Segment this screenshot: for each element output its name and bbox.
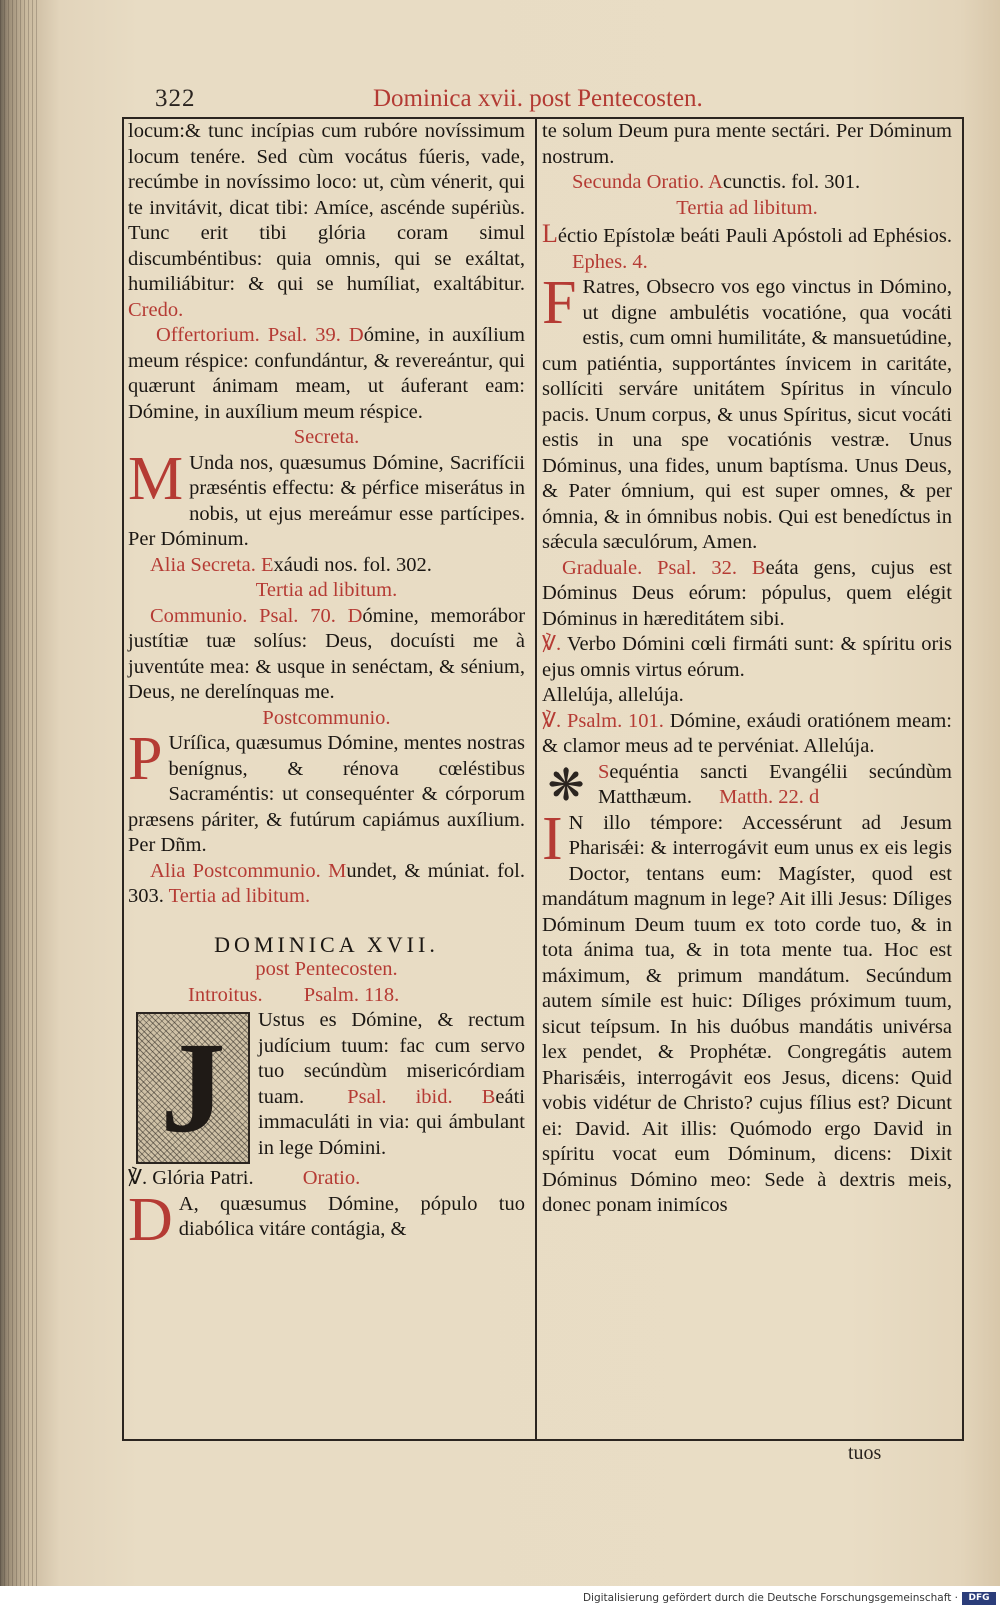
alia-postcommunio bbox=[128, 859, 525, 910]
catchword: tuos bbox=[848, 1442, 882, 1464]
running-title: Dominica xvii. post Pentecosten. bbox=[373, 85, 703, 112]
oratio-ending: te solum Deum pura mente sectári. Per Dóminum nostrum. bbox=[542, 120, 952, 168]
introitus bbox=[128, 1008, 525, 1161]
gospel-text: N illo témpore: Accessérunt ad Jesum Pharisǽi: & interrogávit eum unus ex eis legis Doctor, tentans eum: Magíster, quod est mandátum magnum in lege? Ait illi Jesus: Díliges Dóminum Deum tuum ex toto corde tuo, & in tota ánima tua, & in tota mente tua. Hoc est máximum, & primum mandátum. Secúndum autem símile est huic: Díliges próximum tuum, sicut teípsum. In his duóbus mandátis univérsa lex pendet, & Prophétæ. Congregátis autem Pharisǽis, interrogávit eos Jesus, dicens: Quid vobis vidétur de Christo? cujus fílius est? Dicunt ei: David. Ait illis: Quómodo ergo David in spíritu vocat eum Dóminum, dicens: Dixit Dóminus Dómino meo: Sede à dextris meis, donec ponam inimícos bbox=[542, 811, 952, 1216]
postcommunio-title: Postcommunio. bbox=[262, 706, 391, 729]
oratio-label: Oratio. bbox=[302, 1167, 361, 1189]
ephes-reference: Ephes. 4. bbox=[572, 250, 648, 273]
verbo-text: Verbo Dómini cœli firmáti sunt: & spíritu oris ejus omnis virtus eórum. bbox=[542, 633, 952, 681]
sequentia bbox=[542, 760, 952, 811]
alia-postcommunio-label: Alia Postcommunio. bbox=[150, 859, 321, 882]
lectio-text: éctio Epístolæ beáti Pauli Apóstoli ad Ephésios. bbox=[557, 225, 952, 247]
tertia-ad-libitum-1: Tertia ad libitum. bbox=[255, 579, 398, 601]
lectio bbox=[542, 221, 952, 275]
ornament-icon: ❋ bbox=[547, 760, 585, 810]
credo-rubric: Credo. bbox=[128, 298, 184, 321]
woodcut-letter: J bbox=[160, 1016, 226, 1160]
page-number: 322 bbox=[155, 85, 196, 112]
sequentia-text: equéntia sancti Evangélii secúndùm Matthæum. bbox=[598, 760, 952, 808]
gloria-patri: ℣. Glória Patri. bbox=[128, 1167, 254, 1189]
alia-secreta-initial: E bbox=[261, 553, 274, 576]
postcommunio-dropcap: P bbox=[128, 725, 163, 793]
graduale-label: Graduale. Psal. 32. bbox=[562, 556, 737, 579]
footer-credit: Digitalisierung gefördert durch die Deutsche Forschungsgemeinschaft · bbox=[582, 1592, 958, 1604]
psal-ibid-initial: B bbox=[481, 1085, 496, 1108]
offertorium-initial: D bbox=[348, 324, 364, 346]
alia-secreta-text: xáudi nos. fol. 302. bbox=[273, 553, 432, 576]
page-edge-shading bbox=[0, 0, 40, 1586]
secreta-text: Unda nos, quæsumus Dómine, Sacrifícii præséntis effectu: & pérfice miserátus in nobis, ut ejus mereámur esse partícipes. Per Dóminum. bbox=[128, 451, 525, 550]
graduale-text: eáta gens, cujus est Dóminus Deus eórum: pópulus, quem elégit Dóminus in hæreditátem sibi. bbox=[542, 556, 952, 630]
secunda-oratio bbox=[542, 170, 952, 196]
psalm-101-verse bbox=[542, 709, 952, 760]
tertia-ad-libitum-2: Tertia ad libitum. bbox=[168, 885, 311, 907]
digitization-footer bbox=[0, 1586, 1000, 1611]
tertia-ad-libitum-3: Tertia ad libitum. bbox=[676, 196, 818, 219]
woodcut-initial-j bbox=[136, 1012, 250, 1164]
offertorium-label: Offertorium. Psal. 39. bbox=[156, 324, 341, 346]
introitus-psalm: Psalm. 118. bbox=[303, 983, 400, 1006]
gloria-line bbox=[128, 1166, 525, 1192]
gospel-dropcap: I bbox=[542, 804, 563, 873]
verbo-verse bbox=[542, 632, 952, 683]
lectio-initial: L bbox=[542, 219, 558, 248]
communio-initial: D bbox=[347, 604, 363, 627]
column-divider bbox=[535, 119, 537, 1439]
oratio bbox=[128, 1185, 525, 1254]
alleluia: Allelúja, allelúja. bbox=[542, 684, 684, 706]
secreta-title: Secreta. bbox=[293, 426, 360, 448]
post-pentecosten-subtitle: post Pentecosten. bbox=[255, 958, 398, 980]
left-column bbox=[128, 119, 526, 1254]
oratio-text: A, quæsumus Dómine, pópulo tuo diabólica vitáre contágia, & bbox=[178, 1192, 525, 1240]
secreta-dropcap: M bbox=[128, 444, 184, 513]
alia-secreta bbox=[128, 553, 525, 579]
gospel-ending: locum:& tunc incípias cum rubóre novíssimum locum tenére. Sed cùm vocátus fúeris, vade, recúmbe in novíssimo loco: ut, cùm vénerit, qui te invitávit, dicat tibi: Amíce, ascénde supériùs. Tunc erit tibi glória coram simul discumbéntibus: quia omnis, qui se exáltat, humiliábitur: & qui se humíliat, exaltábitur. Credo. bbox=[128, 120, 525, 321]
psalm-101-label: ℣. Psalm. 101. bbox=[542, 709, 664, 732]
offertorium-text: ómine, in auxílium meum réspice: confundántur, & revereántur, qui quærunt ánimam meam, ut áuferant eam: Dómine, in auxílium meum réspice. bbox=[128, 324, 525, 423]
postcommunio bbox=[128, 725, 525, 859]
secunda-oratio-text: cunctis. fol. 301. bbox=[722, 171, 861, 193]
psalm-101-text: Dómine, exáudi oratiónem meam: & clamor meus ad te pervéniat. Allelúja. bbox=[542, 709, 952, 757]
dfg-logo: DFG bbox=[962, 1592, 996, 1605]
dominica-title: DOMINICA XVII. bbox=[214, 931, 439, 957]
epistle-text: Ratres, Obsecro vos ego vinctus in Dómino, ut digne ambulétis vocatióne, qua vocáti estis, cum omni humilitáte, & mansuetúdine, cum patiéntia, supportántes ínvicem in caritáte, sollíciti serváre unitátem Spíritus in vínculo pacis. Unum corpus, & unus Spíritus, sicut vocáti estis in una spe vocatiónis vestræ. Unus Dóminus, una fides, unum baptísma. Unus Deus, & Pater ómnium, qui est super omnes, & per ómnia, & in ómnibus nobis. Qui est benedíctus in sǽcula sæculórum, Amen. bbox=[542, 276, 952, 553]
secunda-oratio-initial: A bbox=[708, 171, 723, 193]
introitus-label: Introitus. bbox=[188, 983, 263, 1006]
alia-secreta-label: Alia Secreta. bbox=[150, 553, 256, 576]
gospel bbox=[542, 804, 952, 1219]
text-frame bbox=[122, 117, 964, 1441]
graduale-initial: B bbox=[751, 556, 766, 579]
epistle-dropcap: F bbox=[542, 269, 577, 337]
graduale bbox=[542, 556, 952, 633]
offertorium bbox=[128, 323, 525, 425]
sequentia-initial: S bbox=[598, 760, 610, 783]
oratio-dropcap: D bbox=[128, 1185, 173, 1254]
postcommunio-text: Uríſica, quæsumus Dómine, mentes nostras benígnus, & rénova cœléstibus Sacraméntis: ut consequénter & córporum præsens páriter, & futúrum capiámus auxílium. Per Dñm. bbox=[128, 732, 525, 856]
alia-postcommunio-text: undet, & múniat. fol. 303. bbox=[128, 859, 525, 907]
psal-ibid-text: eáti immaculáti in via: qui ámbulant in lege Dómini. bbox=[258, 1085, 525, 1159]
epistle bbox=[542, 269, 952, 556]
page-header bbox=[155, 82, 965, 116]
alia-postcommunio-initial: M bbox=[328, 859, 347, 882]
communio-label: Communio. Psal. 70. bbox=[150, 604, 336, 627]
introitus-text: Ustus es Dómine, & rectum judícium tuum: fac cum servo tuo secúndùm misericórdiam tuam. bbox=[258, 1009, 525, 1108]
communio bbox=[128, 604, 525, 706]
psal-ibid-label: Psal. ibid. bbox=[347, 1085, 453, 1108]
secreta bbox=[128, 444, 525, 553]
introitus-heading bbox=[128, 983, 525, 1009]
secunda-oratio-label: Secunda Oratio. bbox=[572, 171, 705, 193]
right-column bbox=[542, 119, 952, 1219]
versicle-mark: ℣. bbox=[542, 633, 562, 655]
communio-text: ómine, memorábor justítiæ tuæ solíus: Deus, docuísti me à juventúte mea: & usque in senéctam, & sénium, Deus, ne derelínquas me. bbox=[128, 604, 526, 703]
matthew-reference: Matth. 22. d bbox=[719, 786, 820, 808]
